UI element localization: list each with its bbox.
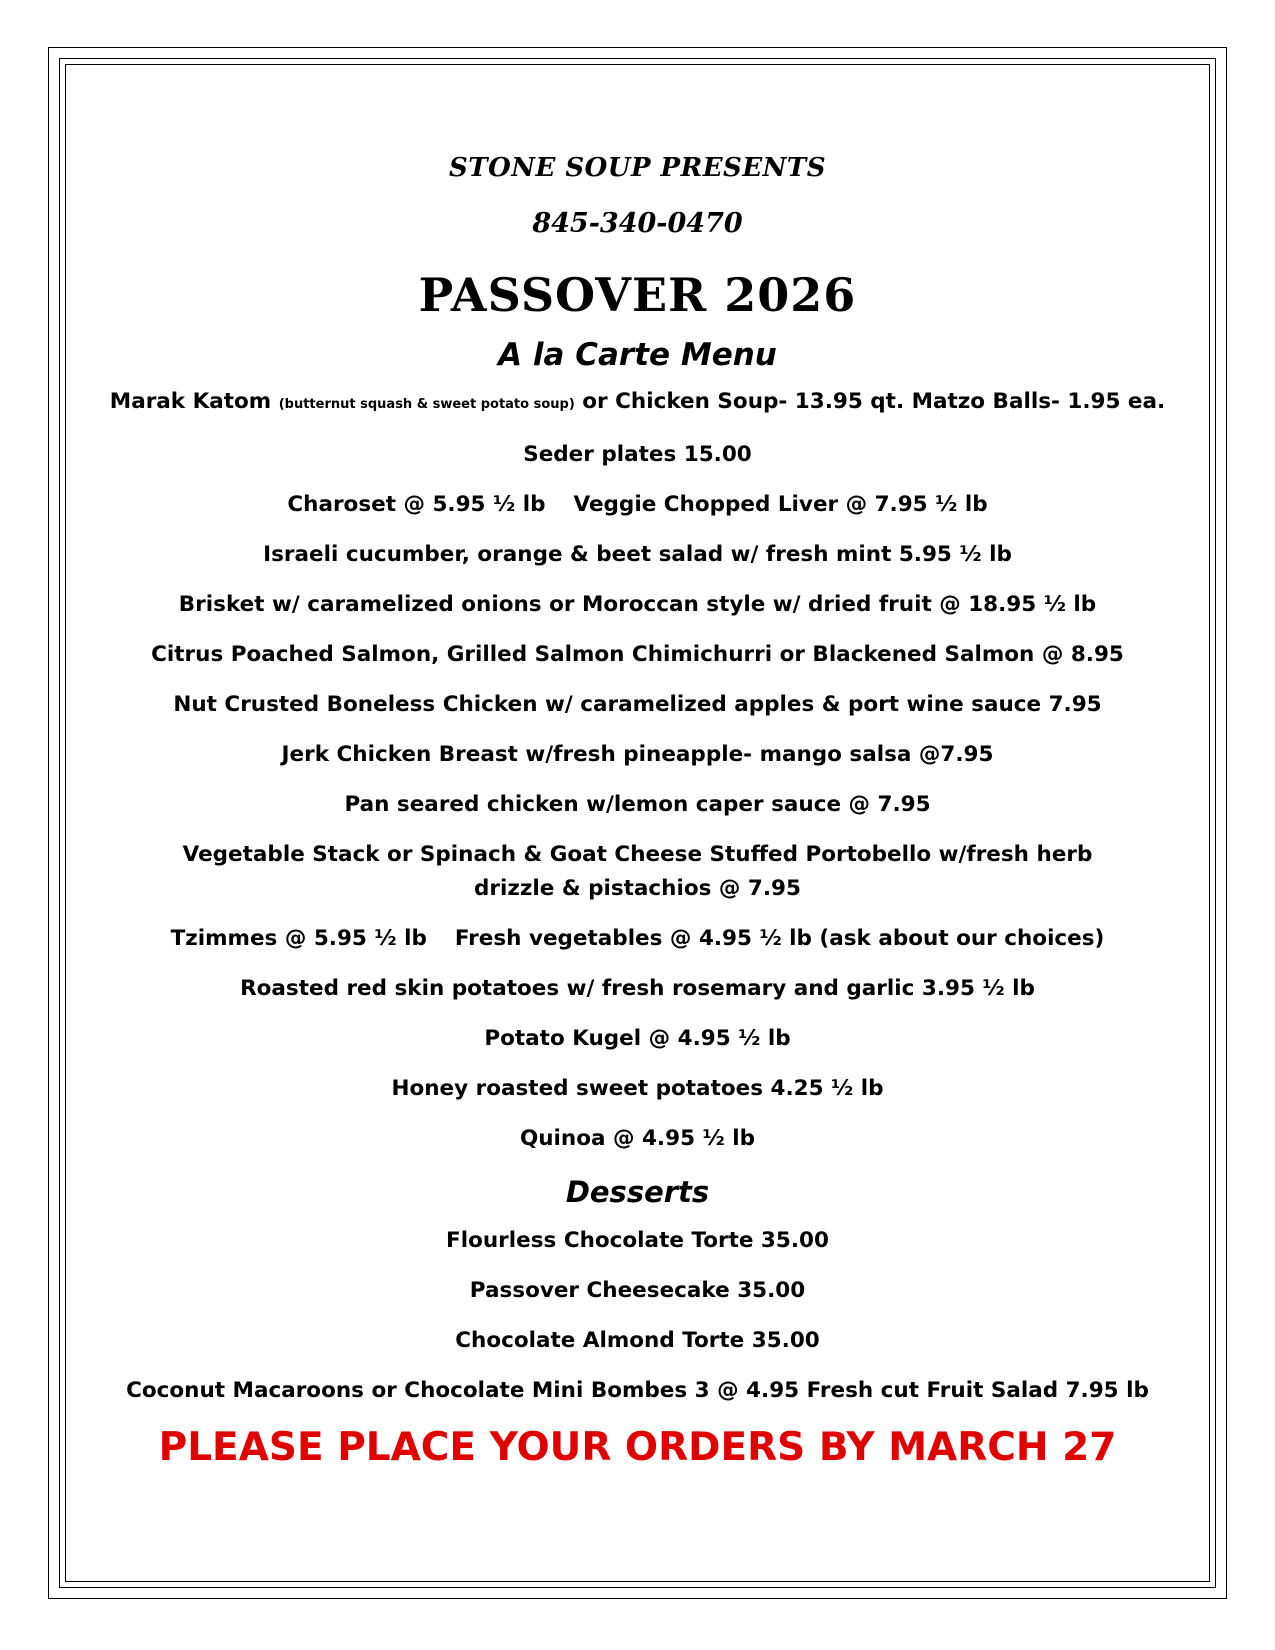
soup-alternative: or Chicken Soup- 13.95 qt. Matzo Balls- 1.95 ea.: [582, 389, 1166, 414]
menu-item-charoset-liver: [70, 488, 1205, 522]
soup-name: Marak Katom: [109, 389, 272, 414]
menu-item-salmon: Citrus Poached Salmon, Grilled Salmon Chimichurri or Blackened Salmon @ 8.95: [151, 642, 1124, 667]
order-deadline: PLEASE PLACE YOUR ORDERS BY MARCH 27: [158, 1425, 1117, 1470]
menu-item-tzimmes-veg: [70, 922, 1205, 956]
veggie-chopped-liver: Veggie Chopped Liver @ 7.95 ½ lb: [573, 492, 988, 517]
menu-item-soup: [70, 385, 1205, 422]
menu-item-brisket: Brisket w/ caramelized onions or Moroccan style w/ dried fruit @ 18.95 ½ lb: [178, 592, 1097, 617]
dessert-almond-torte: Chocolate Almond Torte 35.00: [455, 1328, 820, 1353]
presenter-heading: STONE SOUP PRESENTS: [448, 153, 827, 183]
menu-item-kugel: Potato Kugel @ 4.95 ½ lb: [484, 1026, 791, 1051]
fresh-vegetables: Fresh vegetables @ 4.95 ½ lb (ask about our choices): [454, 926, 1105, 951]
charoset: Charoset @ 5.95 ½ lb: [287, 492, 546, 517]
desserts-heading: Desserts: [565, 1175, 710, 1209]
dessert-torte: Flourless Chocolate Torte 35.00: [446, 1228, 829, 1253]
page-title: PASSOVER 2026: [418, 268, 857, 322]
menu-item-sweet-potatoes: Honey roasted sweet potatoes 4.25 ½ lb: [391, 1076, 884, 1101]
menu-item-pan-chicken: Pan seared chicken w/lemon caper sauce @ 7.95: [344, 792, 931, 817]
menu-content: [70, 138, 1205, 1472]
dessert-cheesecake: Passover Cheesecake 35.00: [469, 1278, 806, 1303]
phone-number: 845-340-0470: [532, 208, 743, 239]
menu-item-salad: Israeli cucumber, orange & beet salad w/ fresh mint 5.95 ½ lb: [263, 542, 1012, 567]
menu-item-seder: Seder plates 15.00: [523, 442, 752, 467]
menu-item-veg-stack: Vegetable Stack or Spinach & Goat Cheese Stuffed Portobello w/fresh herb drizzle & pistachios @ 7.95: [182, 842, 1093, 901]
menu-items: [70, 385, 1205, 1156]
menu-item-nut-chicken: Nut Crusted Boneless Chicken w/ caramelized apples & port wine sauce 7.95: [173, 692, 1102, 717]
menu-subtitle: A la Carte Menu: [498, 337, 777, 373]
menu-item-potatoes: Roasted red skin potatoes w/ fresh rosemary and garlic 3.95 ½ lb: [240, 976, 1035, 1001]
soup-note: (butternut squash & sweet potato soup): [278, 397, 575, 412]
dessert-macaroons: Coconut Macaroons or Chocolate Mini Bombes 3 @ 4.95 Fresh cut Fruit Salad 7.95 lb: [126, 1378, 1149, 1403]
menu-item-quinoa: Quinoa @ 4.95 ½ lb: [519, 1126, 756, 1151]
tzimmes: Tzimmes @ 5.95 ½ lb: [170, 926, 427, 951]
menu-item-jerk-chicken: Jerk Chicken Breast w/fresh pineapple- mango salsa @7.95: [281, 742, 994, 767]
